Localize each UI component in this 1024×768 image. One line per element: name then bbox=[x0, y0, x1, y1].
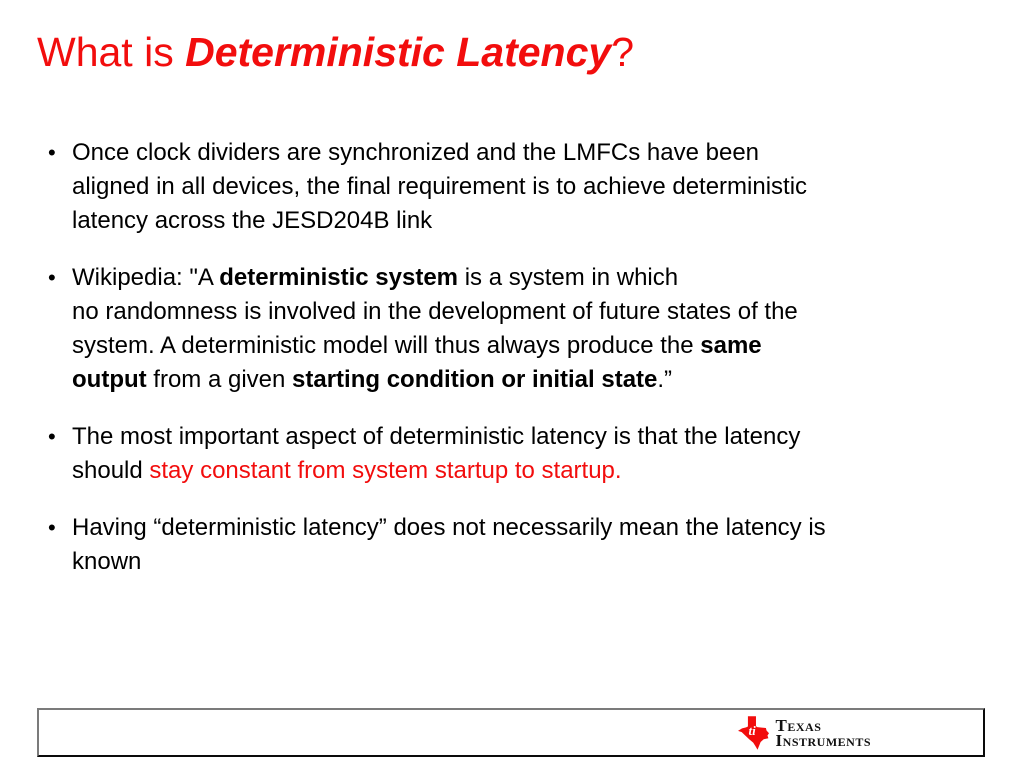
text-segment: system. A deterministic model will thus always produce the bbox=[72, 332, 701, 359]
text-segment: .” bbox=[657, 366, 673, 393]
text-segment: starting condition or initial state bbox=[292, 366, 658, 393]
text-segment: Once clock dividers are synchronized and the LMFCs have been bbox=[72, 139, 760, 166]
text-segment: What is bbox=[37, 29, 186, 75]
bullet-item bbox=[37, 511, 967, 579]
bullet-list bbox=[37, 136, 967, 579]
text-segment: aligned in all devices, the final requirement is to achieve deterministic bbox=[72, 173, 808, 200]
text-segment: from a given bbox=[146, 366, 293, 393]
text-segment: stay constant from system startup to startup. bbox=[149, 457, 622, 484]
ti-logo bbox=[738, 715, 871, 751]
text-segment: Wikipedia: "A bbox=[72, 264, 220, 291]
texas-state-icon bbox=[738, 715, 769, 751]
text-segment: known bbox=[72, 548, 142, 575]
text-segment: output bbox=[72, 366, 147, 393]
bullet-item bbox=[37, 420, 967, 488]
text-segment: no randomness is involved in the development of future states of the bbox=[72, 298, 798, 325]
brand-name bbox=[775, 715, 871, 750]
bullet-item bbox=[37, 261, 967, 397]
text-segment: deterministic system bbox=[219, 264, 459, 291]
text-segment: is a system in which bbox=[458, 264, 679, 291]
footer-bar bbox=[37, 708, 985, 757]
brand-line-instruments: Instruments bbox=[775, 730, 871, 750]
text-segment: ? bbox=[611, 29, 635, 75]
text-segment: Deterministic Latency bbox=[185, 29, 612, 75]
brand-line-texas: Texas bbox=[775, 715, 822, 735]
text-segment: Having “deterministic latency” does not necessarily mean the latency is bbox=[72, 514, 826, 541]
text-segment: should bbox=[72, 457, 150, 484]
text-segment: latency across the JESD204B link bbox=[72, 207, 433, 234]
bullet-item bbox=[37, 136, 967, 238]
text-segment: The most important aspect of deterministic latency is that the latency bbox=[72, 423, 801, 450]
text-segment: same bbox=[700, 332, 762, 359]
ti-letters: ti bbox=[748, 722, 756, 738]
slide-title bbox=[37, 28, 1024, 76]
